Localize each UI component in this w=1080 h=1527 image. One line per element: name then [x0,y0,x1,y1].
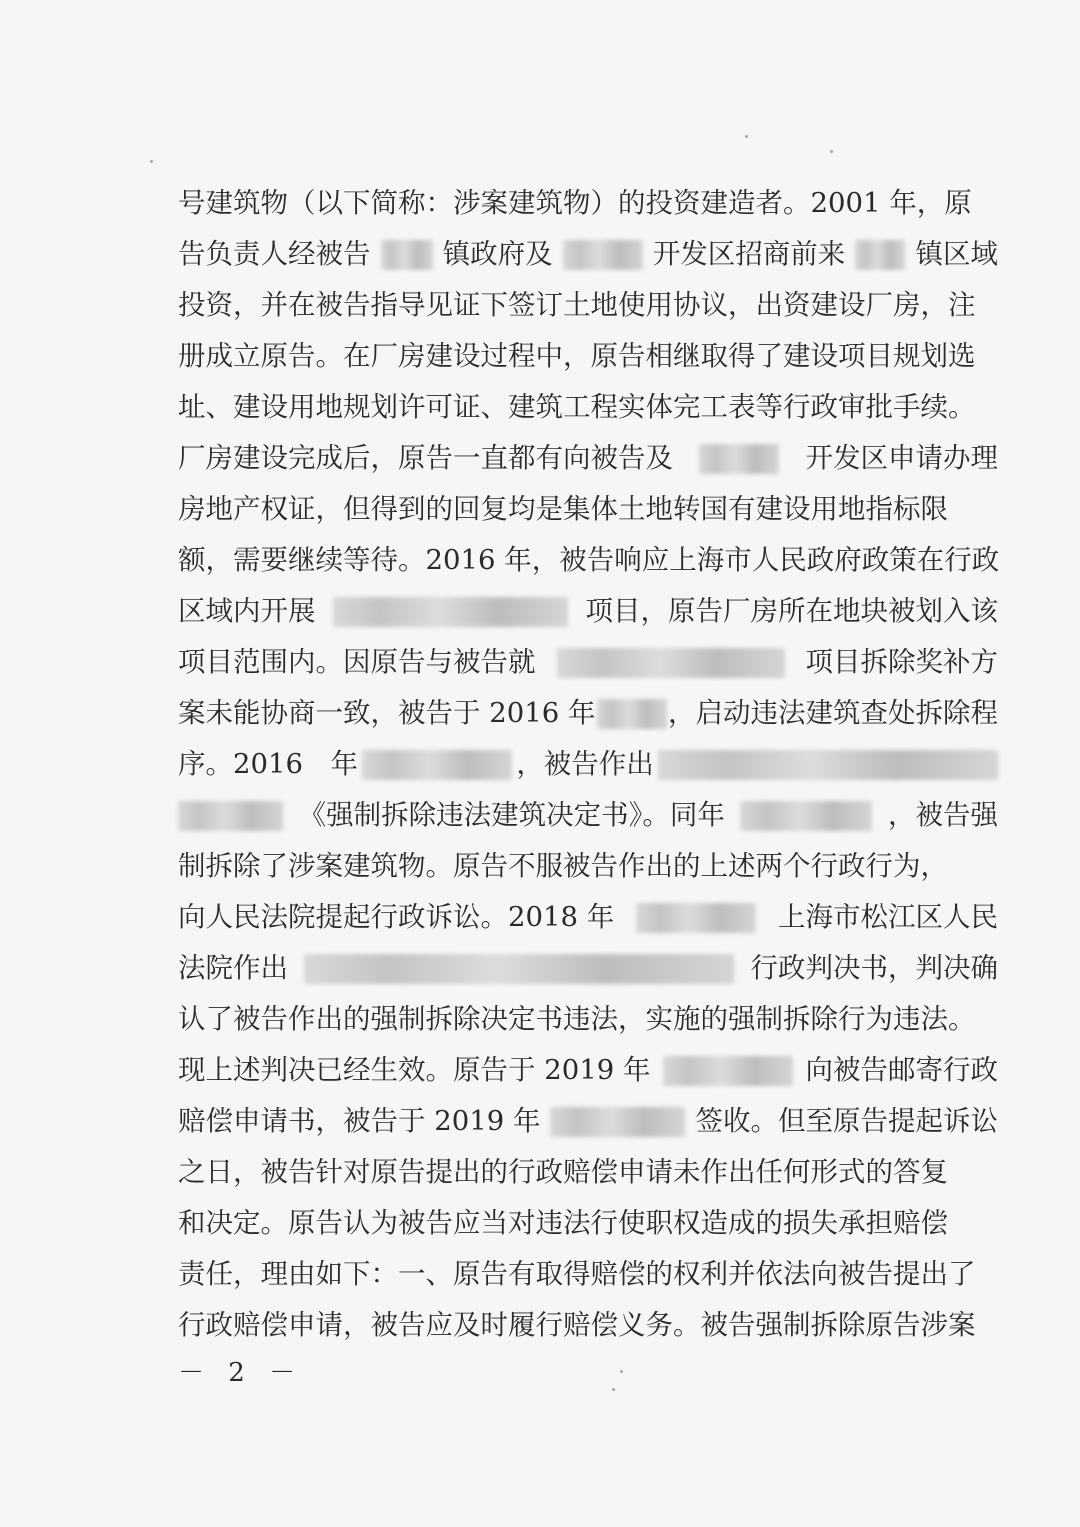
text-segment: 镇政府及 [442,238,553,270]
redaction-blur [178,801,283,831]
text-segment: 项目，原告厂房所在地块被划入该 [585,595,998,627]
text-line [178,586,998,637]
text-segment: 址、建设用地规划许可证、建筑工程实体完工表等行政审批手续。 [178,391,976,423]
scan-speck [620,1370,623,1373]
text-segment: 项目范围内。因原告与被告就 [178,646,536,678]
text-line [178,739,998,790]
text-line [178,331,998,382]
text-segment: 房地产权证，但得到的回复均是集体土地转国有建设用地指标限 [178,493,948,525]
text-line [178,688,998,739]
redaction-blur [658,750,998,780]
text-segment: 开发区申请办理 [805,442,998,474]
text-segment: 项目拆除奖补方 [805,646,998,678]
text-line [178,382,998,433]
redaction-blur [855,240,905,270]
text-segment: 现上述判决已经生效。原告于 2019 年 [178,1054,651,1086]
text-segment: 序。2016 年 [178,748,358,780]
text-line [178,535,998,586]
redaction-blur [663,1056,793,1086]
redaction-blur [557,648,785,678]
text-segment: 认了被告作出的强制拆除决定书违法，实施的强制拆除行为违法。 [178,1003,976,1035]
text-segment: 赔偿申请书，被告于 2019 年 [178,1105,541,1137]
text-segment: ，启动违法建筑查处拆除程 [668,697,998,729]
text-segment: 镇区域 [915,238,998,270]
text-segment: 册成立原告。在厂房建设过程中，原告相继取得了建设项目规划选 [178,340,976,372]
text-segment: 之日，被告针对原告提出的行政赔偿申请未作出任何形式的答复 [178,1156,948,1188]
redaction-blur [362,750,512,780]
text-segment: 厂房建设完成后，原告一直都有向被告及 [178,442,673,474]
text-segment: ，被告作出 [516,748,654,780]
text-segment: 号建筑物（以下简称：涉案建筑物）的投资建造者。2001 年，原 [178,187,972,219]
redaction-blur [333,597,568,627]
text-line [178,1045,998,1096]
text-line [178,433,998,484]
text-segment: 向人民法院提起行政诉讼。2018 年 [178,901,615,933]
redaction-blur [699,444,779,474]
text-line [178,790,998,841]
text-segment: 区域内开展 [178,595,316,627]
redaction-blur [550,1107,685,1137]
text-line [178,1249,998,1300]
text-segment: 案未能协商一致，被告于 2016 年 [178,697,596,729]
scan-speck [830,150,833,153]
text-segment: 开发区招商前来 [652,238,846,270]
text-line [178,1198,998,1249]
redaction-blur [563,240,643,270]
text-segment: 告负责人经被告 [178,238,371,270]
text-segment: ，被告强 [887,799,998,831]
text-segment: 行政赔偿申请，被告应及时履行赔偿义务。被告强制拆除原告涉案 [178,1309,976,1341]
text-line [178,484,998,535]
scan-speck [150,160,153,163]
page-number: － 2 － [178,1358,304,1388]
text-segment: 责任，理由如下：一、原告有取得赔偿的权利并依法向被告提出了 [178,1258,976,1290]
text-line [178,178,998,229]
text-segment: 向被告邮寄行政 [805,1054,998,1086]
text-line [178,1096,998,1147]
text-segment: 上海市松江区人民 [777,901,998,933]
text-line [178,229,998,280]
text-line [178,280,998,331]
text-segment: 法院作出 [178,952,288,984]
redaction-blur [304,954,734,984]
text-line [178,1300,998,1351]
redaction-blur [636,903,756,933]
text-segment: 签收。但至原告提起诉讼 [695,1105,998,1137]
text-line [178,1147,998,1198]
text-line [178,892,998,943]
text-line [178,994,998,1045]
text-segment: 制拆除了涉案建筑物。原告不服被告作出的上述两个行政行为， [178,850,948,882]
text-segment: 和决定。原告认为被告应当对违法行使职权造成的损失承担赔偿 [178,1207,948,1239]
text-segment: 《强制拆除违法建筑决定书》。同年 [298,799,725,831]
scan-speck [612,1388,615,1391]
text-segment: 投资，并在被告指导见证下签订土地使用协议，出资建设厂房，注 [178,289,976,321]
redaction-blur [597,699,667,729]
redaction-blur [740,801,872,831]
text-segment: 额，需要继续等待。2016 年，被告响应上海市人民政府政策在行政 [178,544,1000,576]
scan-speck [745,135,748,138]
text-line [178,637,998,688]
text-line [178,841,998,892]
text-line [178,943,998,994]
document-body [178,178,998,1351]
redaction-blur [381,240,433,270]
text-segment: 行政判决书，判决确 [750,952,998,984]
